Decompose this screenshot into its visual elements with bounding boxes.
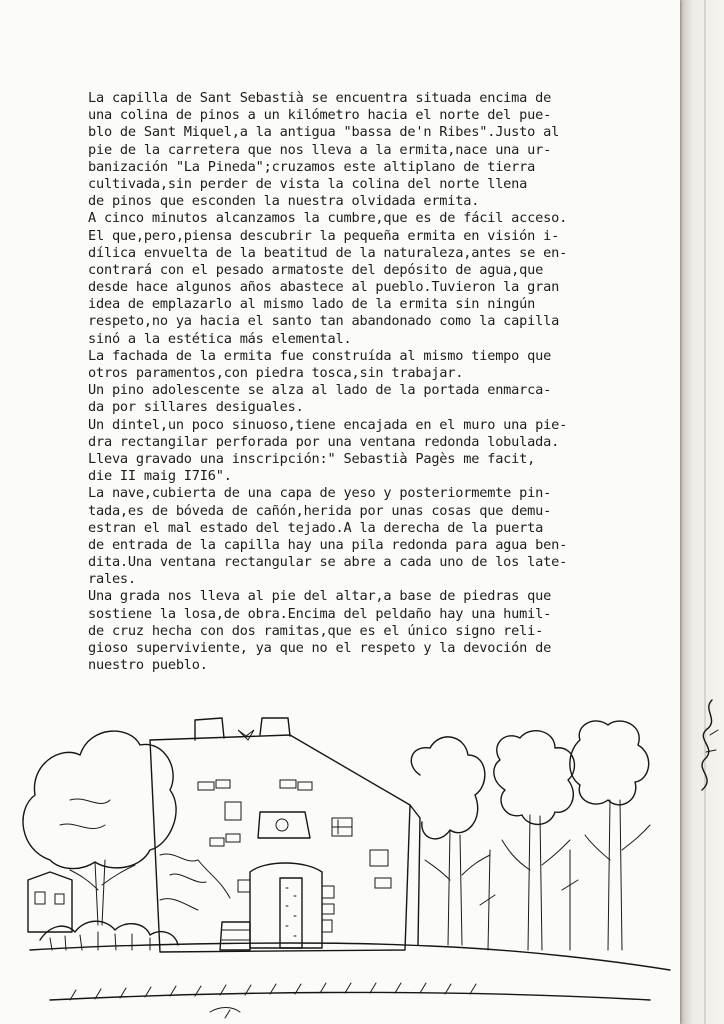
text-line: desde hace algunos años abastece al pueblo.Tuvieron la gran	[88, 279, 560, 296]
text-line: sinó a la estética más elemental.	[88, 330, 352, 347]
next-page-edge	[680, 0, 724, 1024]
text-line: banización "La Pineda";cruzamos este altiplano de tierra	[88, 158, 536, 175]
text-line: de entrada de la capilla hay una pila redonda para agua ben-	[88, 536, 568, 553]
text-line: dílica envuelta de la beatitud de la naturaleza,antes se en-	[88, 244, 568, 261]
text-line: Una grada nos lleva al pie del altar,a base de piedras que	[88, 588, 552, 605]
text-line: dita.Una ventana rectangular se abre a cada uno de los late-	[88, 554, 568, 571]
text-line: rales.	[88, 571, 136, 588]
text-line: Lleva gravado una inscripción:" Sebastià Pagès me facit,	[88, 450, 536, 467]
text-line: de cruz hecha con dos ramitas,que es el único signo reli-	[88, 622, 544, 639]
text-line: contrará con el pesado armatoste del depósito de agua,que	[88, 261, 544, 278]
text-line: Un dintel,un poco sinuoso,tiene encajada en el muro una pie-	[88, 416, 568, 433]
body-text	[88, 90, 628, 674]
text-line: blo de Sant Miquel,a la antigua "bassa de'n Ribes".Justo al	[88, 124, 560, 141]
page-fold-line	[704, 0, 706, 1024]
text-line: El que,pero,piensa descubrir la pequeña ermita en visión i-	[88, 227, 560, 244]
text-line: cultivada,sin perder de vista la colina del norte llena	[88, 175, 528, 192]
text-line: tada,es de bóveda de cañón,herida por unas cosas que demu-	[88, 502, 552, 519]
text-line: otros paramentos,con piedra tosca,sin trabajar.	[88, 365, 464, 381]
text-line: sostiene la losa,de obra.Encima del peldaño hay una humil-	[88, 605, 552, 622]
text-line: pie de la carretera que nos lleva a la ermita,nace una ur-	[88, 141, 552, 158]
ground	[30, 943, 670, 1018]
small-hut	[28, 872, 72, 932]
margin-scribble	[692, 690, 722, 800]
text-line: dra rectangilar perforada por una ventana redonda lobulada.	[88, 433, 560, 450]
text-line: una colina de pinos a un kilómetro hacia el norte del pue-	[88, 107, 552, 124]
text-line: La nave,cubierta de una capa de yeso y posteriormemte pin-	[88, 485, 552, 502]
text-line: nuestro pueblo.	[88, 657, 208, 674]
text-line: A cinco minutos alcanzamos la cumbre,que es de fácil acceso.	[88, 210, 568, 227]
right-trees	[411, 721, 650, 950]
text-line: respeto,no ya hacia el santo tan abandonado como la capilla	[88, 313, 560, 330]
text-line: die II maig I7I6".	[88, 468, 232, 485]
text-line: da por sillares desiguales.	[88, 399, 304, 416]
text-line: estran el mal estado del tejado.A la derecha de la puerta	[88, 519, 544, 536]
text-line: La capilla de Sant Sebastià se encuentra situada encima de	[88, 90, 552, 106]
chapel	[150, 718, 420, 952]
text-line: Un pino adolescente se alza al lado de la portada enmarca-	[88, 382, 552, 399]
text-line: La fachada de la ermita fue construída al mismo tiempo que	[88, 347, 552, 364]
text-line: de pinos que esconden la nuestra olvidada ermita.	[88, 193, 480, 210]
text-line: idea de emplazarlo al mismo lado de la ermita sin ningún	[88, 296, 536, 313]
hermitage-sketch	[10, 700, 680, 1024]
hermitage-sketch-svg	[10, 700, 680, 1024]
left-tree	[23, 731, 176, 925]
text-line: gioso superviviente, ya que no el respeto y la devoción de	[88, 640, 552, 656]
